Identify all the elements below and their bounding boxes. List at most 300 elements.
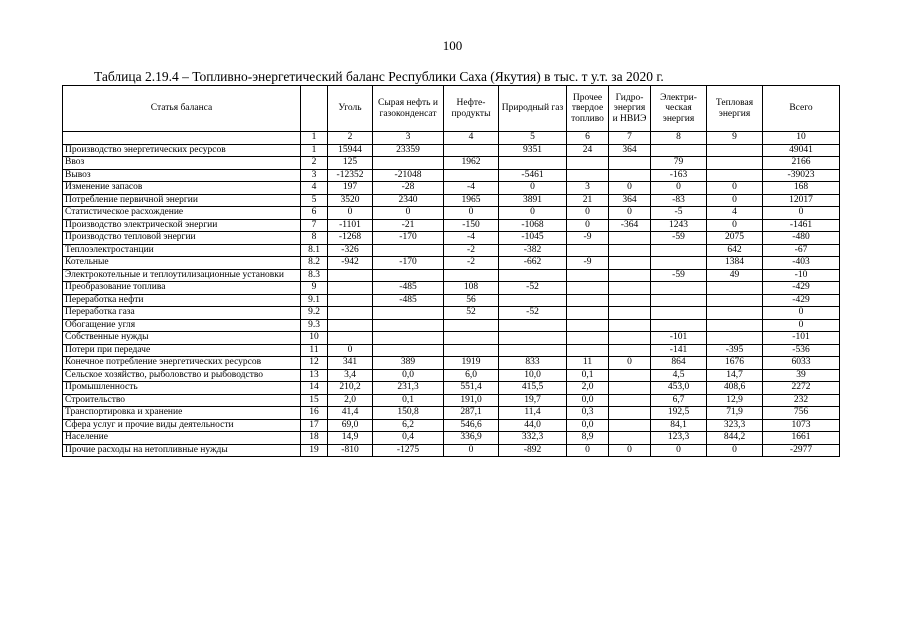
table-row <box>63 307 840 320</box>
row-value: -485 <box>373 282 444 295</box>
row-name: Население <box>63 432 301 445</box>
column-number: 5 <box>499 132 567 145</box>
row-value: 108 <box>444 282 499 295</box>
row-value: 1661 <box>763 432 840 445</box>
row-value <box>609 282 651 295</box>
row-value <box>707 144 763 157</box>
row-code: 14 <box>301 382 328 395</box>
row-code: 18 <box>301 432 328 445</box>
row-value: 0,1 <box>567 369 609 382</box>
table-row <box>63 232 840 245</box>
row-name: Ввоз <box>63 157 301 170</box>
row-value: 15944 <box>328 144 373 157</box>
row-value: -1045 <box>499 232 567 245</box>
row-code: 19 <box>301 444 328 457</box>
row-name: Конечное потребление энергетических ресурсов <box>63 357 301 370</box>
table-row <box>63 407 840 420</box>
row-value <box>499 332 567 345</box>
row-code: 4 <box>301 182 328 195</box>
row-value <box>373 269 444 282</box>
row-value: 0 <box>763 319 840 332</box>
row-code: 7 <box>301 219 328 232</box>
row-code: 9.1 <box>301 294 328 307</box>
row-value <box>651 257 707 270</box>
row-value: 39 <box>763 369 840 382</box>
row-value <box>567 157 609 170</box>
row-name: Преобразование топлива <box>63 282 301 295</box>
row-value: 4 <box>707 207 763 220</box>
row-value: 551,4 <box>444 382 499 395</box>
row-value: -67 <box>763 244 840 257</box>
row-value: 864 <box>651 357 707 370</box>
row-value <box>444 332 499 345</box>
row-value: 14,7 <box>707 369 763 382</box>
header-col: Прочее твердое топливо <box>567 86 609 132</box>
row-value <box>499 269 567 282</box>
row-value: 0 <box>328 207 373 220</box>
row-value: 415,5 <box>499 382 567 395</box>
row-name: Теплоэлектростанции <box>63 244 301 257</box>
row-code: 9 <box>301 282 328 295</box>
row-value: 756 <box>763 407 840 420</box>
row-value: -4 <box>444 232 499 245</box>
row-value: 0 <box>707 444 763 457</box>
row-value <box>609 307 651 320</box>
row-name: Транспортировка и хранение <box>63 407 301 420</box>
header-col: Гидро-энергия и НВИЭ <box>609 86 651 132</box>
row-value: 49041 <box>763 144 840 157</box>
row-value: 3520 <box>328 194 373 207</box>
row-code: 15 <box>301 394 328 407</box>
column-number: 7 <box>609 132 651 145</box>
row-value: 287,1 <box>444 407 499 420</box>
table-row <box>63 444 840 457</box>
row-value: 1384 <box>707 257 763 270</box>
row-value: 844,2 <box>707 432 763 445</box>
row-value: 1962 <box>444 157 499 170</box>
row-value <box>707 294 763 307</box>
row-value: 0,0 <box>567 419 609 432</box>
row-value: -480 <box>763 232 840 245</box>
row-value: -52 <box>499 307 567 320</box>
row-name: Электрокотельные и теплоутилизационные установки <box>63 269 301 282</box>
row-value: 191,0 <box>444 394 499 407</box>
row-value: 642 <box>707 244 763 257</box>
row-value: 0 <box>499 207 567 220</box>
header-col: Всего <box>763 86 840 132</box>
row-value: 210,2 <box>328 382 373 395</box>
row-code: 13 <box>301 369 328 382</box>
column-number: 6 <box>567 132 609 145</box>
row-name: Переработка нефти <box>63 294 301 307</box>
row-value: 168 <box>763 182 840 195</box>
row-value: -662 <box>499 257 567 270</box>
row-value: 389 <box>373 357 444 370</box>
row-value: 197 <box>328 182 373 195</box>
row-value: 364 <box>609 194 651 207</box>
row-value: -170 <box>373 257 444 270</box>
row-value <box>567 307 609 320</box>
row-value: 0 <box>651 182 707 195</box>
row-name: Потребление первичной энергии <box>63 194 301 207</box>
row-value <box>651 244 707 257</box>
row-name: Обогащение угля <box>63 319 301 332</box>
table-row <box>63 432 840 445</box>
row-value: 546,6 <box>444 419 499 432</box>
table-body <box>63 144 840 457</box>
row-value <box>444 169 499 182</box>
row-name: Потери при передаче <box>63 344 301 357</box>
table-row <box>63 269 840 282</box>
row-value: 24 <box>567 144 609 157</box>
row-value <box>609 394 651 407</box>
row-value: 364 <box>609 144 651 157</box>
row-value: 44,0 <box>499 419 567 432</box>
row-value: -101 <box>651 332 707 345</box>
row-value <box>499 344 567 357</box>
column-number: 9 <box>707 132 763 145</box>
row-value: 0 <box>328 344 373 357</box>
row-value: -1461 <box>763 219 840 232</box>
row-value <box>444 344 499 357</box>
row-value: 0 <box>567 207 609 220</box>
row-value: 79 <box>651 157 707 170</box>
row-value <box>609 269 651 282</box>
row-value: 6,2 <box>373 419 444 432</box>
row-value: 0,0 <box>373 369 444 382</box>
column-number-empty <box>63 132 301 145</box>
header-col: Тепловая энергия <box>707 86 763 132</box>
row-value: -395 <box>707 344 763 357</box>
row-name: Строительство <box>63 394 301 407</box>
row-value <box>567 269 609 282</box>
row-value <box>328 307 373 320</box>
row-name: Производство тепловой энергии <box>63 232 301 245</box>
row-value: -150 <box>444 219 499 232</box>
row-value <box>707 157 763 170</box>
row-value <box>609 369 651 382</box>
row-value: -4 <box>444 182 499 195</box>
row-value <box>609 407 651 420</box>
row-value: 21 <box>567 194 609 207</box>
row-value: 2166 <box>763 157 840 170</box>
row-code: 8.3 <box>301 269 328 282</box>
row-code: 9.2 <box>301 307 328 320</box>
row-code: 8 <box>301 232 328 245</box>
row-value: 0,3 <box>567 407 609 420</box>
row-value: -2 <box>444 257 499 270</box>
row-value <box>328 269 373 282</box>
row-value <box>444 269 499 282</box>
energy-balance-table <box>62 85 840 457</box>
row-value <box>373 319 444 332</box>
row-value <box>609 432 651 445</box>
row-value <box>567 169 609 182</box>
row-value: -59 <box>651 269 707 282</box>
row-code: 12 <box>301 357 328 370</box>
row-value: 0 <box>567 219 609 232</box>
row-value: 1243 <box>651 219 707 232</box>
row-value <box>707 307 763 320</box>
row-value: -942 <box>328 257 373 270</box>
row-value: 0 <box>609 357 651 370</box>
row-value: 0 <box>567 444 609 457</box>
row-value: -1068 <box>499 219 567 232</box>
header-col: Электри-ческая энергия <box>651 86 707 132</box>
row-code: 11 <box>301 344 328 357</box>
table-row <box>63 182 840 195</box>
row-value <box>373 157 444 170</box>
row-value: -2977 <box>763 444 840 457</box>
row-value: -364 <box>609 219 651 232</box>
row-value: 150,8 <box>373 407 444 420</box>
row-value: 6,7 <box>651 394 707 407</box>
table-row <box>63 294 840 307</box>
row-value: 1676 <box>707 357 763 370</box>
row-value <box>609 419 651 432</box>
row-value: 0 <box>499 182 567 195</box>
header-code <box>301 86 328 132</box>
row-value: -892 <box>499 444 567 457</box>
row-value: 84,1 <box>651 419 707 432</box>
row-value: 10,0 <box>499 369 567 382</box>
row-value: 2272 <box>763 382 840 395</box>
table-row <box>63 194 840 207</box>
row-code: 1 <box>301 144 328 157</box>
row-value: 52 <box>444 307 499 320</box>
row-value: -536 <box>763 344 840 357</box>
row-value: -52 <box>499 282 567 295</box>
table-row <box>63 157 840 170</box>
row-value <box>651 144 707 157</box>
row-value: 3,4 <box>328 369 373 382</box>
row-value: 231,3 <box>373 382 444 395</box>
column-number: 2 <box>328 132 373 145</box>
row-value: 0 <box>609 444 651 457</box>
table-caption: Таблица 2.19.4 – Топливно-энергетический баланс Республики Саха (Якутия) в тыс. т у.т. за 2020 г. <box>94 69 664 84</box>
row-value <box>651 319 707 332</box>
row-value: 2,0 <box>567 382 609 395</box>
row-value: 6033 <box>763 357 840 370</box>
header-col: Нефте-продукты <box>444 86 499 132</box>
row-value: -21 <box>373 219 444 232</box>
row-code: 8.2 <box>301 257 328 270</box>
table-row <box>63 257 840 270</box>
table-row <box>63 207 840 220</box>
table-row <box>63 169 840 182</box>
row-value: 0 <box>707 194 763 207</box>
column-number: 1 <box>301 132 328 145</box>
row-name: Сфера услуг и прочие виды деятельности <box>63 419 301 432</box>
table-row <box>63 344 840 357</box>
row-value <box>373 332 444 345</box>
row-value: 6,0 <box>444 369 499 382</box>
row-value: 23359 <box>373 144 444 157</box>
row-value: -21048 <box>373 169 444 182</box>
row-value: 2340 <box>373 194 444 207</box>
row-value: 123,3 <box>651 432 707 445</box>
column-number: 3 <box>373 132 444 145</box>
row-value <box>651 294 707 307</box>
row-value <box>567 244 609 257</box>
row-name: Изменение запасов <box>63 182 301 195</box>
row-value: 1073 <box>763 419 840 432</box>
row-value: 11 <box>567 357 609 370</box>
row-value: -12352 <box>328 169 373 182</box>
row-value <box>707 169 763 182</box>
row-value: -28 <box>373 182 444 195</box>
row-code: 9.3 <box>301 319 328 332</box>
row-value: 0,0 <box>567 394 609 407</box>
row-value <box>651 282 707 295</box>
row-value <box>328 282 373 295</box>
row-value <box>609 169 651 182</box>
column-number: 10 <box>763 132 840 145</box>
row-value <box>609 294 651 307</box>
table-row <box>63 219 840 232</box>
row-value: 14,9 <box>328 432 373 445</box>
table-row <box>63 332 840 345</box>
row-value <box>373 307 444 320</box>
row-value: 56 <box>444 294 499 307</box>
page-number: 100 <box>442 38 463 53</box>
row-value <box>328 319 373 332</box>
row-value <box>567 282 609 295</box>
row-code: 16 <box>301 407 328 420</box>
row-name: Промышленность <box>63 382 301 395</box>
row-value <box>499 319 567 332</box>
row-value <box>567 294 609 307</box>
row-value <box>707 282 763 295</box>
row-value <box>609 232 651 245</box>
row-value <box>499 294 567 307</box>
row-value: 69,0 <box>328 419 373 432</box>
row-name: Производство энергетических ресурсов <box>63 144 301 157</box>
row-value: 125 <box>328 157 373 170</box>
table-row <box>63 394 840 407</box>
row-value: -1268 <box>328 232 373 245</box>
row-code: 17 <box>301 419 328 432</box>
row-value: 11,4 <box>499 407 567 420</box>
header-col: Уголь <box>328 86 373 132</box>
row-value: -2 <box>444 244 499 257</box>
row-value: -9 <box>567 257 609 270</box>
row-value: 0 <box>763 207 840 220</box>
row-value: 19,7 <box>499 394 567 407</box>
row-value: -5 <box>651 207 707 220</box>
row-value: -810 <box>328 444 373 457</box>
row-code: 2 <box>301 157 328 170</box>
header-row <box>63 86 840 132</box>
row-value: -83 <box>651 194 707 207</box>
row-value: 0 <box>651 444 707 457</box>
row-value: 12017 <box>763 194 840 207</box>
row-value: 833 <box>499 357 567 370</box>
row-value <box>328 332 373 345</box>
row-value: 0 <box>609 182 651 195</box>
row-value: 336,9 <box>444 432 499 445</box>
row-value <box>609 344 651 357</box>
row-value: -39023 <box>763 169 840 182</box>
row-value: -9 <box>567 232 609 245</box>
row-value: -10 <box>763 269 840 282</box>
row-name: Производство электрической энергии <box>63 219 301 232</box>
row-value: 41,4 <box>328 407 373 420</box>
table-row <box>63 282 840 295</box>
row-value: 0 <box>707 182 763 195</box>
row-value: 0 <box>444 207 499 220</box>
header-col: Сырая нефть и газоконденсат <box>373 86 444 132</box>
table-row <box>63 369 840 382</box>
row-value <box>609 157 651 170</box>
header-col: Природный газ <box>499 86 567 132</box>
row-value: -163 <box>651 169 707 182</box>
row-value <box>567 332 609 345</box>
row-value <box>373 244 444 257</box>
row-value <box>707 319 763 332</box>
column-number: 4 <box>444 132 499 145</box>
row-value <box>609 319 651 332</box>
row-value: 8,9 <box>567 432 609 445</box>
row-value: -170 <box>373 232 444 245</box>
row-value: 0,1 <box>373 394 444 407</box>
row-value <box>609 257 651 270</box>
row-value: 2,0 <box>328 394 373 407</box>
row-name: Сельское хозяйство, рыболовство и рыбоводство <box>63 369 301 382</box>
row-value: -403 <box>763 257 840 270</box>
row-value <box>651 307 707 320</box>
row-value: 3 <box>567 182 609 195</box>
table-row <box>63 244 840 257</box>
table-row <box>63 382 840 395</box>
row-value: 1919 <box>444 357 499 370</box>
row-value: 323,3 <box>707 419 763 432</box>
row-value: 0 <box>444 444 499 457</box>
row-value <box>567 319 609 332</box>
row-value: 71,9 <box>707 407 763 420</box>
column-number: 8 <box>651 132 707 145</box>
row-value: 232 <box>763 394 840 407</box>
row-value: -1101 <box>328 219 373 232</box>
row-value: 9351 <box>499 144 567 157</box>
row-value <box>707 332 763 345</box>
row-name: Переработка газа <box>63 307 301 320</box>
row-value: -5461 <box>499 169 567 182</box>
row-value <box>499 157 567 170</box>
row-value <box>444 319 499 332</box>
row-value: -141 <box>651 344 707 357</box>
row-value: 2075 <box>707 232 763 245</box>
row-value <box>609 382 651 395</box>
row-value: -1275 <box>373 444 444 457</box>
row-value: 4,5 <box>651 369 707 382</box>
row-code: 5 <box>301 194 328 207</box>
row-code: 10 <box>301 332 328 345</box>
header-item: Статья баланса <box>63 86 301 132</box>
row-value: -326 <box>328 244 373 257</box>
row-name: Вывоз <box>63 169 301 182</box>
row-value <box>444 144 499 157</box>
row-value <box>609 244 651 257</box>
row-value: 332,3 <box>499 432 567 445</box>
row-value: -429 <box>763 294 840 307</box>
row-value: 0 <box>609 207 651 220</box>
row-value: 192,5 <box>651 407 707 420</box>
row-value: 341 <box>328 357 373 370</box>
row-value: 1965 <box>444 194 499 207</box>
row-value: -101 <box>763 332 840 345</box>
row-value <box>373 344 444 357</box>
